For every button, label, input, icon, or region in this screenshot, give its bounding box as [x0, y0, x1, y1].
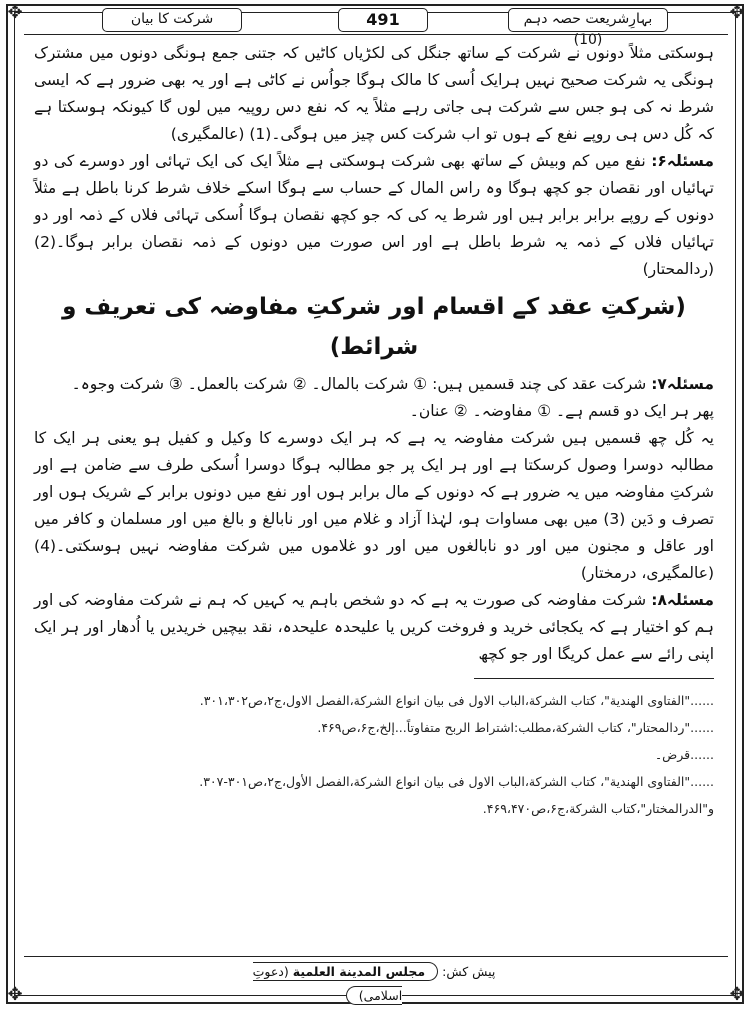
footer-divider [24, 956, 728, 957]
corner-ornament-icon: ✥ [7, 984, 23, 1005]
header-divider [24, 34, 728, 35]
page-header [24, 4, 728, 48]
publisher-note: (دعوتِ اسلامی) [252, 964, 403, 1003]
presenter-label: پیش کش: [442, 964, 496, 979]
footnote-3: ......قرض۔ [654, 747, 714, 762]
paragraph-7c: یہ کُل چھ قسمیں ہیں شرکت مفاوضہ یہ ہے کہ ہر ایک دوسرے کا وکیل و کفیل ہو یعنی ہر ایک کا مطالبہ دوسرا وصول کرسکتا ہے اور ہر ایک پر جو مطالبہ ہوگا دوسرا اُسکی طرف سے ضامن ہے اور شرکتِ مفاوضہ میں یہ ضرور ہے کہ دونوں کے مال برابر ہوں اور نفع میں دونوں برابر کے شریک ہوں اور تصرف و دَین (3) میں بھی مساوات ہو، لہٰذا آزاد و غلام میں اور نابالغ و بالغ میں اور مسلمان و کافر میں اور عاقل و مجنون میں اور دو نابالغوں میں اور دو غلاموں میں شرکت مفاوضہ نہیں ہوسکتی۔(4) (عالمگیری، درمختار) [34, 429, 714, 582]
masla-6-label: مسئلہ۶: [651, 152, 714, 170]
masla-7-text: شرکت عقد کی چند قسمیں ہیں: ① شرکت بالمال۔ ② شرکت بالعمل۔ ③ شرکت وجوہ۔ [71, 375, 647, 393]
footnote-divider [474, 678, 714, 679]
footnote-1: ......"الفتاوی الھندیة"، کتاب الشرکة،الباب الاول فی بیان انواع الشرکة،الفصل الاول،ج۲،ص۳۰۱،۳۰۲. [199, 693, 714, 708]
masla-6-text: نفع میں کم وبیش کے ساتھ بھی شرکت ہوسکتی ہے مثلاً ایک کی ایک تہائی اور دوسرے کی دو تہائیاں اور نقصان جو کچھ ہوگا وہ راس المال کے حساب سے ہوگا اسکے خلاف شرط کرنا باطل ہے مثلاً دونوں کے روپے برابر برابر ہیں اور شرط یہ کی کہ جو کچھ نقصان ہوگا اُسکی تہائی فلاں کے ذمہ اور دو تہائیاں فلاں کے ذمہ یہ شرط باطل ہے اور اس صورت میں دونوں کے ذمہ نقصان برابر ہوگا۔(2) (ردالمحتار) [34, 152, 714, 278]
footnote-4: ......"الفتاوی الھندیة"، کتاب الشرکة،الباب الاول فی بیان انواع الشرکة،الفصل الأول،ج۲،ص۳۰۱-۳۰۷. [199, 774, 714, 789]
footnote-2: ......"ردالمحتار"، کتاب الشرکة،مطلب:اشتراط الربح متفاوتاً...إلخ،ج۶،ص۴۶۹. [317, 720, 714, 735]
page-body [34, 40, 714, 822]
corner-ornament-icon: ✥ [7, 2, 23, 23]
book-title: بہارِشریعت حصہ دہم (10) [508, 8, 668, 32]
corner-ornament-icon: ✥ [729, 984, 745, 1005]
page-footer [224, 960, 524, 1003]
paragraph-7b: پھر ہر ایک دو قسم ہے۔ ① مفاوضہ۔ ② عنان۔ [409, 402, 714, 420]
page-number: 491 [338, 8, 428, 32]
chapter-title: شرکت کا بیان [102, 8, 242, 32]
footnote-4-continued: و"الدرالمختار"،کتاب الشرکة،ج۶،ص۴۶۹،۴۷۰. [482, 801, 714, 816]
masla-7-label: مسئلہ۷: [651, 375, 714, 393]
publisher-name: مجلس المدینة العلمیة [292, 964, 426, 979]
section-heading: (شرکتِ عقد کے اقسام اور شرکتِ مفاوضہ کی تعریف و شرائط) [62, 294, 686, 360]
paragraph-1: ہوسکتی مثلاً دونوں نے شرکت کے ساتھ جنگل کی لکڑیاں کاٹیں کہ جتنی جمع ہونگی دونوں میں مشترک ہونگی یہ شرکت صحیح نہیں ہرایک اُسی کا مالک ہوگا جواُس نے کاٹی ہے اور یہ بھی ضرور ہے کہ ایسی شرط نہ کی ہو جس سے شرکت ہی جاتی رہے مثلاً یہ کہ نفع دس روپیہ میں لوں گا کیونکہ ہوسکتا ہے کہ کُل دس ہی روپے نفع کے ہوں تو اب شرکت کس چیز میں ہوگی۔(1) (عالمگیری) [34, 44, 714, 143]
masla-8-label: مسئلہ۸: [651, 591, 715, 609]
masla-8-text: شرکت مفاوضہ کی صورت یہ ہے کہ دو شخص باہم یہ کہیں کہ ہم نے شرکت مفاوضہ کی اور ہم کو اختیار ہے کہ یکجائی خرید و فروخت کریں یا علیحدہ علیحدہ، نقد بیچیں خریدیں یا اُدھار اور ہر ایک اپنی رائے سے عمل کریگا اور جو کچھ [34, 591, 714, 663]
corner-ornament-icon: ✥ [729, 2, 745, 23]
